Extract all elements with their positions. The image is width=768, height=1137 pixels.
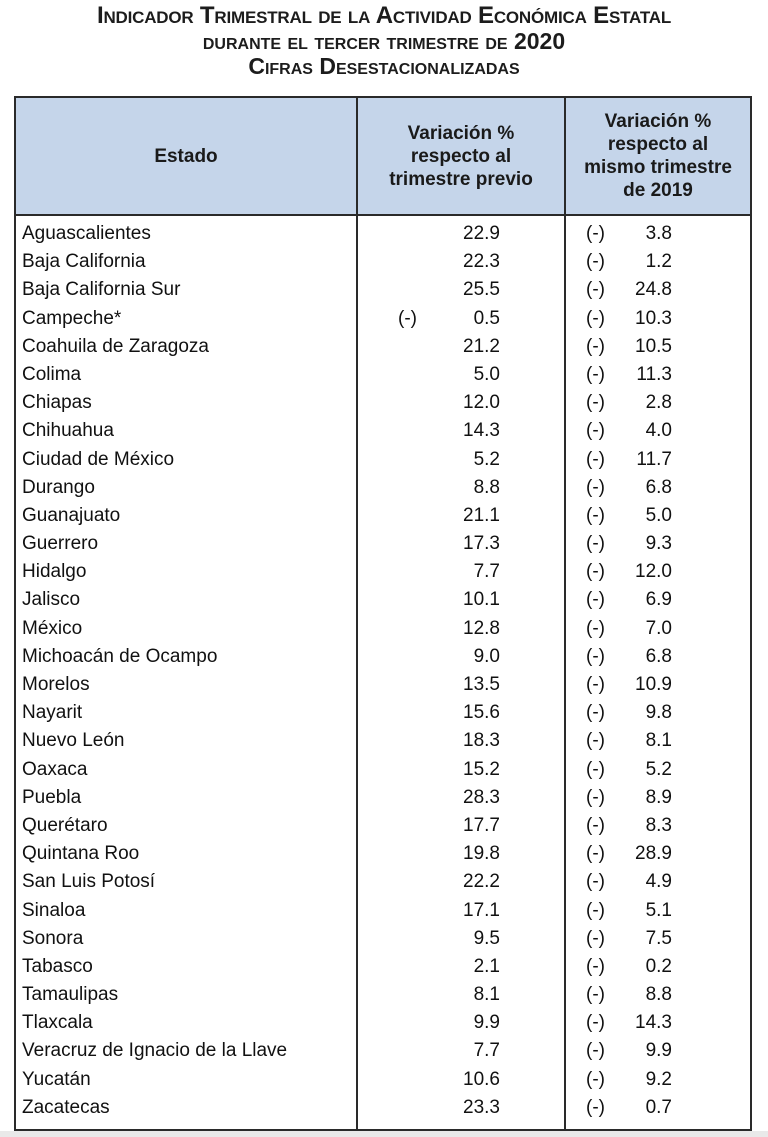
header-prev-line: trimestre previo [389,168,533,190]
value-prev: 5.2 [473,448,500,470]
header-variacion-trimestre-previo [358,98,564,214]
negative-marker: (-) [586,1068,605,1090]
table-row [16,897,750,925]
value-prev: 12.0 [463,392,500,414]
cell-estado: Chihuahua [22,420,114,442]
value-prev: 5.0 [473,363,500,385]
table-row [16,1009,750,1037]
table-header [16,98,750,216]
negative-marker: (-) [586,561,605,583]
negative-marker: (-) [586,279,605,301]
cell-estado: Quintana Roo [22,843,140,865]
value-year: 7.5 [645,927,672,949]
value-prev: 18.3 [463,730,500,752]
value-year: 6.8 [645,476,672,498]
cell-estado: Yucatán [22,1068,91,1090]
value-year: 12.0 [635,561,672,583]
negative-marker: (-) [586,392,605,414]
cell-estado: San Luis Potosí [22,871,156,893]
value-year: 9.8 [645,702,672,724]
negative-marker: (-) [586,786,605,808]
value-prev: 10.6 [463,1068,500,1090]
negative-marker: (-) [586,843,605,865]
cell-estado: Jalisco [22,589,81,611]
value-year: 14.3 [635,1012,672,1034]
cell-estado: Baja California [22,251,146,273]
table-row [16,868,750,896]
header-variacion-mismo-trimestre [566,98,750,214]
cell-estado: Ciudad de México [22,448,175,470]
table-row [16,333,750,361]
value-prev: 22.2 [463,871,500,893]
negative-marker: (-) [586,871,605,893]
negative-marker: (-) [586,476,605,498]
negative-marker: (-) [586,504,605,526]
value-year: 6.9 [645,589,672,611]
cell-estado: Michoacán de Ocampo [22,645,218,667]
cell-estado: Hidalgo [22,561,87,583]
value-year: 2.8 [645,392,672,414]
negative-marker: (-) [586,307,605,329]
value-year: 0.7 [645,1096,672,1118]
value-year: 5.2 [645,758,672,780]
table-row [16,530,750,558]
value-year: 8.3 [645,814,672,836]
negative-marker: (-) [398,307,417,329]
table-row [16,361,750,389]
negative-marker: (-) [586,984,605,1006]
value-year: 8.8 [645,984,672,1006]
value-prev: 7.7 [473,561,500,583]
value-year: 3.8 [645,223,672,244]
cell-estado: Tabasco [22,955,93,977]
table-row [16,1037,750,1065]
cell-estado: Guanajuato [22,504,121,526]
value-year: 28.9 [635,843,672,865]
table-row [16,417,750,445]
cell-estado: Aguascalientes [22,223,151,244]
table-row [16,586,750,614]
value-year: 24.8 [635,279,672,301]
header-estado: Estado [154,145,218,167]
value-prev: 0.5 [473,307,500,329]
cell-estado: Nuevo León [22,730,125,752]
negative-marker: (-) [586,589,605,611]
cell-estado: México [22,617,83,639]
value-prev: 15.6 [463,702,500,724]
table-row [16,812,750,840]
table-row [16,1066,750,1094]
value-year: 11.7 [636,448,672,470]
value-year: 1.2 [645,251,672,273]
cell-estado: Sonora [22,927,84,949]
data-table [14,96,752,1131]
cell-estado: Guerrero [22,533,99,555]
value-prev: 23.3 [463,1096,500,1118]
value-prev: 17.7 [463,814,500,836]
value-year: 10.3 [635,307,672,329]
header-prev-line: respecto al [410,145,512,167]
negative-marker: (-) [586,1012,605,1034]
table-row [16,953,750,981]
value-prev: 15.2 [463,758,500,780]
cell-estado: Tlaxcala [22,1012,93,1034]
value-year: 9.9 [645,1040,672,1062]
value-prev: 9.9 [473,1012,500,1034]
negative-marker: (-) [586,955,605,977]
table-row [16,474,750,502]
negative-marker: (-) [586,1040,605,1062]
negative-marker: (-) [586,899,605,921]
cell-estado: Campeche* [22,307,122,329]
table-row [16,671,750,699]
table-row [16,840,750,868]
value-year: 9.3 [645,533,672,555]
cell-estado: Chiapas [22,392,92,414]
cell-estado: Puebla [22,786,82,808]
title-line-1: Indicador Trimestral de la Actividad Económica Estatal [96,2,671,29]
table-body [16,220,750,1122]
value-prev: 21.2 [463,335,500,357]
negative-marker: (-) [586,335,605,357]
value-prev: 14.3 [463,420,500,442]
table-row [16,756,750,784]
negative-marker: (-) [586,1096,605,1118]
table-row [16,784,750,812]
value-prev: 2.1 [473,955,500,977]
table-row [16,276,750,304]
table-row [16,389,750,417]
table-row [16,643,750,671]
value-year: 11.3 [636,363,672,385]
value-year: 6.8 [645,645,672,667]
negative-marker: (-) [586,927,605,949]
negative-marker: (-) [586,448,605,470]
cell-estado: Veracruz de Ignacio de la Llave [22,1040,288,1062]
table-row [16,1094,750,1122]
value-prev: 22.9 [463,223,500,244]
cell-estado: Baja California Sur [22,279,181,301]
negative-marker: (-) [586,420,605,442]
value-prev: 28.3 [463,786,500,808]
value-prev: 13.5 [463,674,500,695]
negative-marker: (-) [586,702,605,724]
value-year: 8.9 [645,786,672,808]
header-year-line: Variación % [604,111,712,132]
negative-marker: (-) [586,814,605,836]
value-prev: 9.0 [473,645,500,667]
value-year: 4.0 [645,420,672,442]
header-prev-line: Variación % [407,122,515,144]
header-year-line: respecto al [607,134,709,155]
value-prev: 12.8 [463,617,500,639]
value-year: 5.1 [645,899,672,921]
negative-marker: (-) [586,533,605,555]
table-row [16,502,750,530]
value-year: 0.2 [645,955,672,977]
table-row [16,925,750,953]
title-line-3: Cifras Desestacionalizadas [248,53,520,79]
table-row [16,699,750,727]
value-prev: 7.7 [473,1040,500,1062]
value-prev: 19.8 [463,843,500,865]
negative-marker: (-) [586,730,605,752]
cell-estado: Sinaloa [22,899,86,921]
bottom-scroll-strip [0,1131,768,1137]
value-year: 5.0 [645,504,672,526]
value-prev: 17.1 [463,899,500,921]
table-row [16,727,750,755]
document-title [0,2,768,80]
cell-estado: Zacatecas [22,1096,110,1118]
table-row [16,220,750,248]
table-row [16,558,750,586]
negative-marker: (-) [586,251,605,273]
title-line-2: durante el tercer trimestre de 2020 [202,28,566,54]
value-year: 4.9 [645,871,672,893]
value-year: 9.2 [645,1068,672,1090]
table-row [16,305,750,333]
cell-estado: Coahuila de Zaragoza [22,335,209,357]
cell-estado: Morelos [22,674,90,695]
value-prev: 8.1 [473,984,500,1006]
table-row [16,248,750,276]
value-prev: 8.8 [473,476,500,498]
value-prev: 21.1 [463,504,500,526]
table-row [16,446,750,474]
negative-marker: (-) [586,363,605,385]
negative-marker: (-) [586,617,605,639]
negative-marker: (-) [586,223,605,244]
cell-estado: Querétaro [22,814,108,836]
value-prev: 22.3 [463,251,500,273]
cell-estado: Durango [22,476,95,498]
value-year: 10.9 [635,674,672,695]
cell-estado: Nayarit [22,702,83,724]
value-year: 8.1 [645,730,672,752]
value-prev: 25.5 [463,279,500,301]
value-prev: 10.1 [463,589,500,611]
table-row [16,615,750,643]
value-year: 10.5 [635,335,672,357]
value-prev: 9.5 [473,927,500,949]
negative-marker: (-) [586,645,605,667]
negative-marker: (-) [586,674,605,695]
cell-estado: Oaxaca [22,758,88,780]
cell-estado: Tamaulipas [22,984,119,1006]
value-year: 7.0 [645,617,672,639]
table-row [16,981,750,1009]
negative-marker: (-) [586,758,605,780]
header-year-line: de 2019 [623,180,693,201]
header-year-line: mismo trimestre [584,157,732,178]
value-prev: 17.3 [463,533,500,555]
cell-estado: Colima [22,363,82,385]
